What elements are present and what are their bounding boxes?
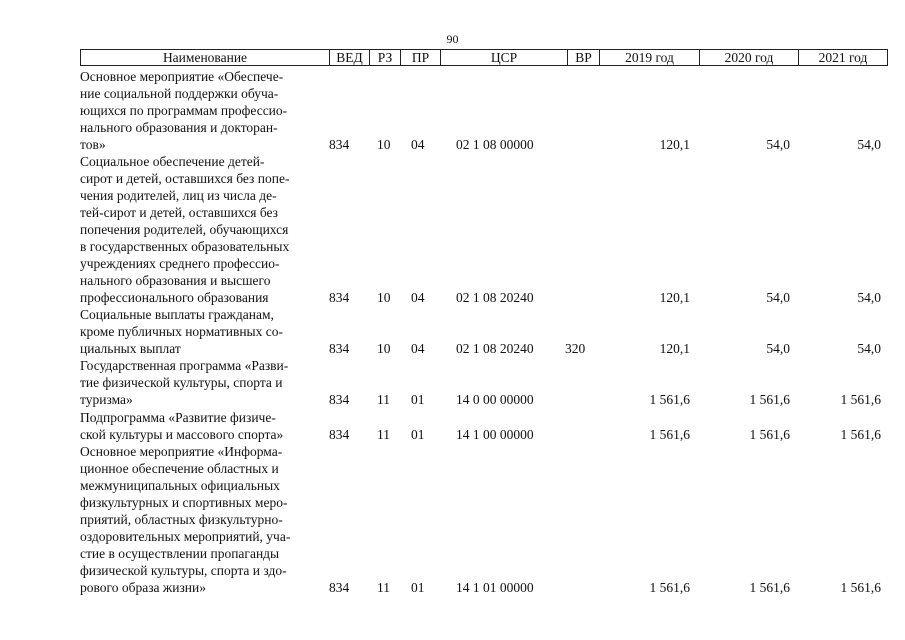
header-2021: 2021 год xyxy=(818,50,868,65)
header-2020: 2020 год xyxy=(700,50,799,65)
cell-rz: 11 xyxy=(377,580,390,595)
cell-rz: 11 xyxy=(377,392,390,407)
cell-csr: 02 1 08 20240 xyxy=(456,341,534,356)
cell-2021: 54,0 xyxy=(857,341,881,356)
table-row xyxy=(0,409,905,443)
page-number: 90 xyxy=(446,32,459,46)
cell-2021: 1 561,6 xyxy=(840,580,881,595)
header-rz: РЗ xyxy=(370,50,401,65)
cell-2020: 54,0 xyxy=(766,137,790,152)
cell-pr: 01 xyxy=(411,427,425,442)
header-pr: ПР xyxy=(401,50,441,65)
cell-2020: 54,0 xyxy=(766,341,790,356)
row-name: Основное мероприятие «Информа- ционное обеспечение областных и межмуниципальных официальных физкультурных и спортивных меро- приятий, областных физкультурно- оздоровительных мероприятий, уча- стие в осуществлении пропаганды физической культуры, спорта и здо- рового образа жизни» xyxy=(80,444,291,595)
cell-ved: 834 xyxy=(329,341,350,356)
cell-2020: 1 561,6 xyxy=(749,392,790,407)
cell-2020: 1 561,6 xyxy=(749,427,790,442)
table-row xyxy=(0,306,905,357)
cell-2019: 1 561,6 xyxy=(649,427,690,442)
row-name: Социальное обеспечение детей- сирот и детей, оставшихся без попе- чения родителей, лиц из числа де- тей-сирот и детей, оставшихся без попечения родителей, обучающихся в государственных образовательных учреждениях среднего профессио- нального образования и высшего профессионального образования xyxy=(80,154,290,305)
table-header xyxy=(80,49,888,66)
table-row xyxy=(0,357,905,408)
cell-pr: 04 xyxy=(411,341,425,356)
header-ved: ВЕД xyxy=(330,50,370,65)
cell-csr: 14 1 00 00000 xyxy=(456,427,534,442)
cell-ved: 834 xyxy=(329,290,350,305)
row-name: Государственная программа «Разви- тие физической культуры, спорта и туризма» xyxy=(80,358,289,407)
header-vr: ВР xyxy=(568,50,600,65)
cell-2020: 54,0 xyxy=(766,290,790,305)
cell-pr: 04 xyxy=(411,290,425,305)
cell-pr: 04 xyxy=(411,137,425,152)
table-row xyxy=(0,68,905,153)
cell-pr: 01 xyxy=(411,580,425,595)
cell-csr: 14 0 00 00000 xyxy=(456,392,534,407)
header-csr: ЦСР xyxy=(441,50,568,65)
cell-2021: 1 561,6 xyxy=(840,427,881,442)
cell-csr: 02 1 08 00000 xyxy=(456,137,534,152)
cell-csr: 02 1 08 20240 xyxy=(456,290,534,305)
cell-2019: 1 561,6 xyxy=(649,392,690,407)
cell-2021: 1 561,6 xyxy=(840,392,881,407)
cell-2020: 1 561,6 xyxy=(749,580,790,595)
cell-2021: 54,0 xyxy=(857,290,881,305)
cell-ved: 834 xyxy=(329,137,350,152)
cell-ved: 834 xyxy=(329,427,350,442)
table-row xyxy=(0,443,905,596)
cell-pr: 01 xyxy=(411,392,425,407)
cell-ved: 834 xyxy=(329,580,350,595)
header-name: Наименование xyxy=(81,50,330,65)
cell-2019: 1 561,6 xyxy=(649,580,690,595)
cell-2019: 120,1 xyxy=(659,341,690,356)
row-name: Основное мероприятие «Обеспече- ние социальной поддержки обуча- ющихся по программам профессио- нального образования и докторан- тов» xyxy=(80,69,288,152)
cell-ved: 834 xyxy=(329,392,350,407)
row-name: Социальные выплаты гражданам, кроме публичных нормативных со- циальных выплат xyxy=(80,307,283,356)
cell-vr: 320 xyxy=(565,341,586,356)
cell-rz: 10 xyxy=(377,341,391,356)
header-2019: 2019 год xyxy=(600,50,700,65)
cell-rz: 10 xyxy=(377,290,391,305)
row-name: Подпрограмма «Развитие физиче- ской культуры и массового спорта» xyxy=(80,410,284,442)
table-row xyxy=(0,153,905,306)
cell-csr: 14 1 01 00000 xyxy=(456,580,534,595)
cell-2019: 120,1 xyxy=(659,137,690,152)
cell-2019: 120,1 xyxy=(659,290,690,305)
cell-rz: 10 xyxy=(377,137,391,152)
cell-2021: 54,0 xyxy=(857,137,881,152)
cell-rz: 11 xyxy=(377,427,390,442)
